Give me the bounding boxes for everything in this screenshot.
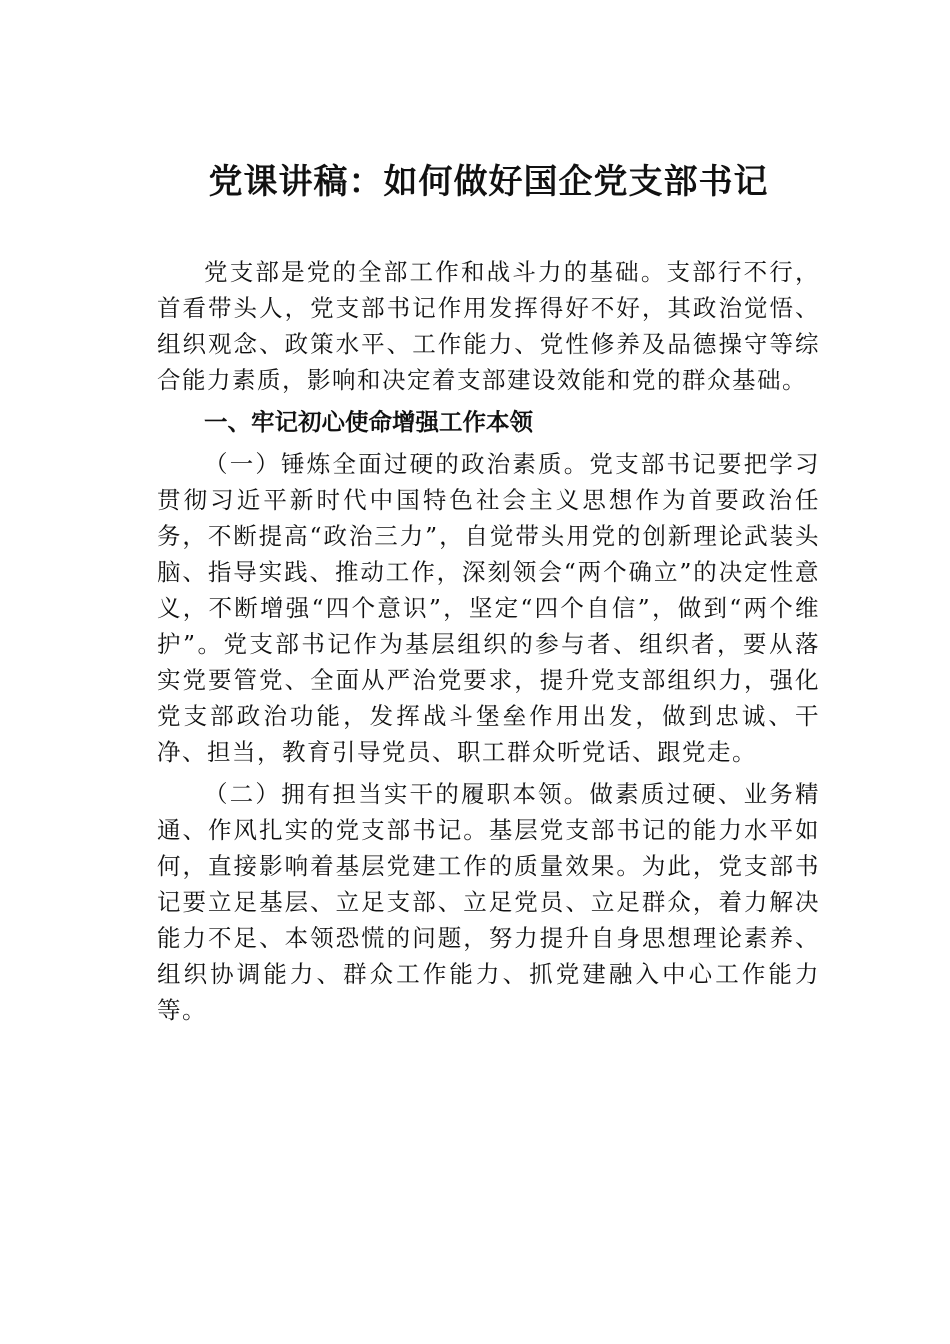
section-paragraph-1: （一）锤炼全面过硬的政治素质。党支部书记要把学习贯彻习近平新时代中国特色社会主义思想作为首要政治任务，不断提高“政治三力”，自觉带头用党的创新理论武装头脑、指导实践、推动工作，深刻领会“两个确立”的决定性意义，不断增强“四个意识”，坚定“四个自信”，做到“两个维护”。党支部书记作为基层组织的参与者、组织者，要从落实党要管党、全面从严治党要求，提升党支部组织力，强化党支部政治功能，发挥战斗堡垒作用出发，做到忠诚、干净、担当，教育引导党员、职工群众听党话、跟党走。 <box>157 450 820 766</box>
intro-paragraph: 党支部是党的全部工作和战斗力的基础。支部行不行，首看带头人，党支部书记作用发挥得好不好，其政治觉悟、组织观念、政策水平、工作能力、党性修养及品德操守等综合能力素质，影响和决定着支部建设效能和党的群众基础。 <box>157 258 820 394</box>
document-page <box>157 160 820 1034</box>
document-title: 党课讲稿：如何做好国企党支部书记 <box>208 162 769 202</box>
section-heading: 一、牢记初心使命增强工作本领 <box>204 408 533 436</box>
section-paragraph-2: （二）拥有担当实干的履职本领。做素质过硬、业务精通、作风扎实的党支部书记。基层党支部书记的能力水平如何，直接影响着基层党建工作的质量效果。为此，党支部书记要立足基层、立足支部、立足党员、立足群众，着力解决能力不足、本领恐慌的问题，努力提升自身思想理论素养、组织协调能力、群众工作能力、抓党建融入中心工作能力等。 <box>157 780 820 1024</box>
